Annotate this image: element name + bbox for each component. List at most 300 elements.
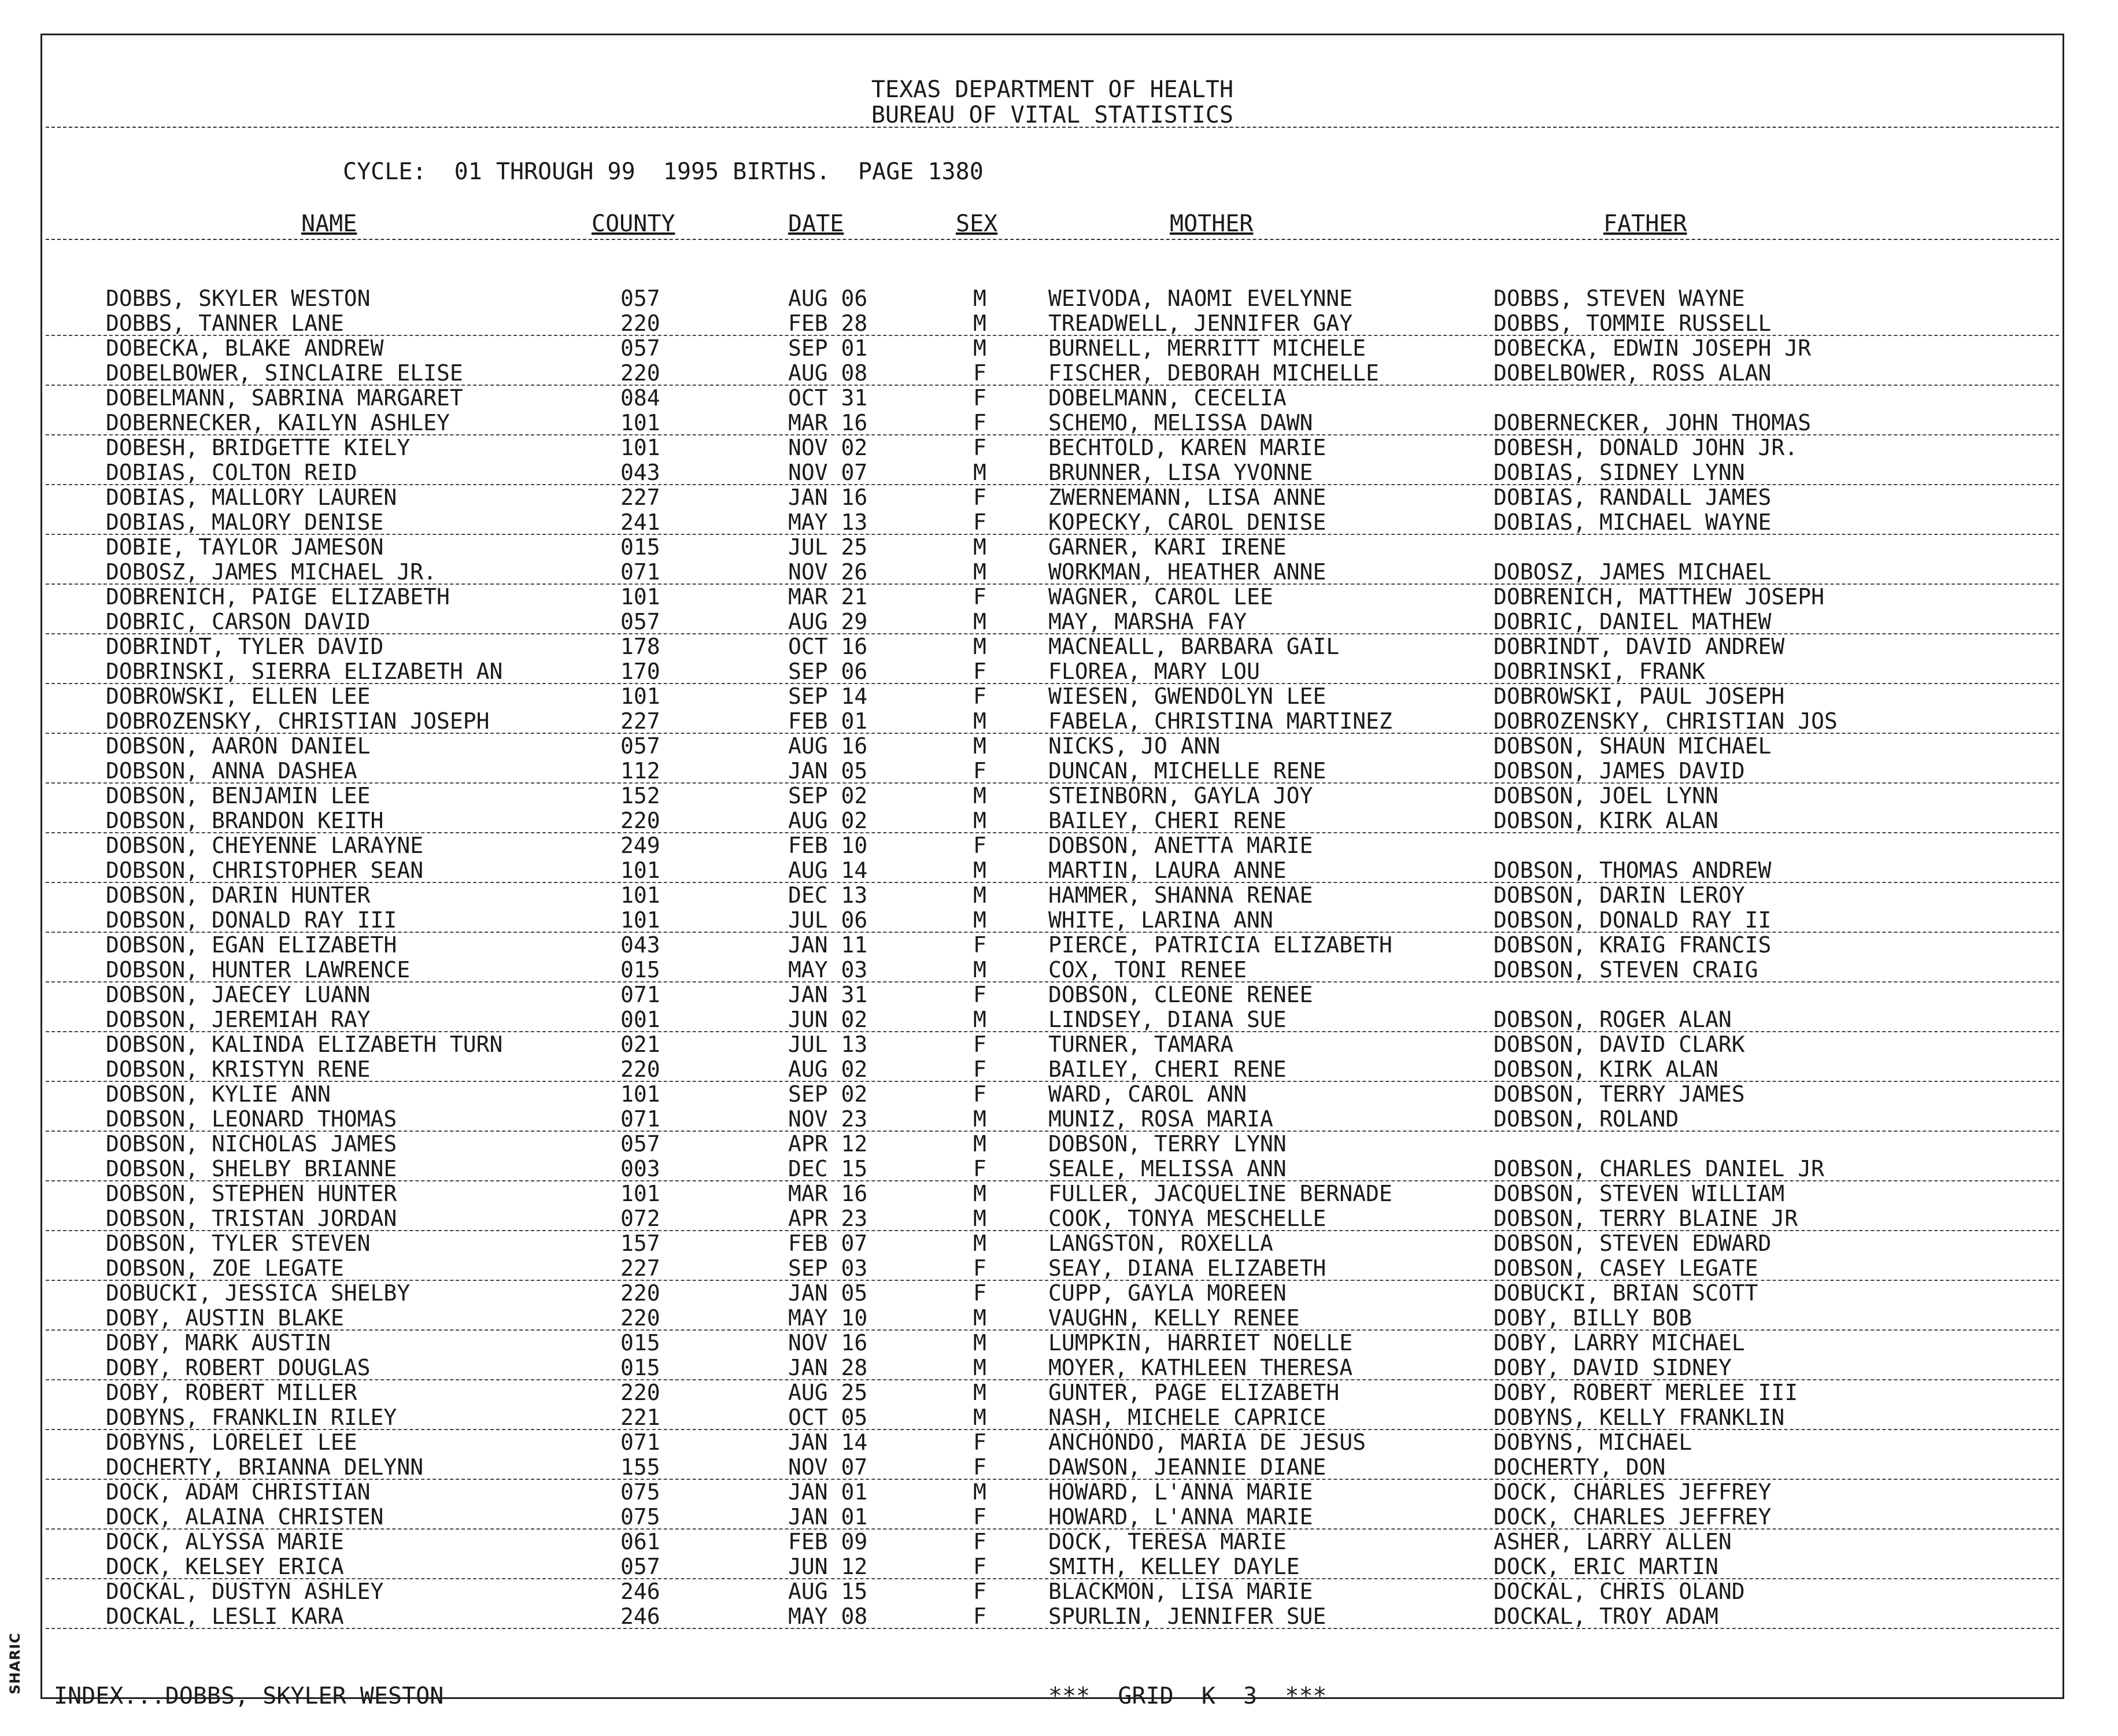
cell-name: DOBYNS, LORELEI LEE (106, 1430, 357, 1455)
table-row (42, 411, 2062, 435)
cell-county: 112 (620, 758, 660, 784)
cell-name: DOBROZENSKY, CHRISTIAN JOSEPH (106, 708, 490, 734)
cell-name: DOBSON, TRISTAN JORDAN (106, 1206, 397, 1231)
table-row (42, 286, 2062, 311)
cell-mother: DOBSON, TERRY LYNN (1048, 1131, 1287, 1157)
cell-mother: WAGNER, CAROL LEE (1048, 584, 1273, 610)
cell-sex: M (973, 634, 986, 659)
cell-name: DOBSON, DARIN HUNTER (106, 882, 371, 908)
table-row (42, 1157, 2062, 1181)
cell-sex: M (973, 1206, 986, 1231)
table-row (42, 933, 2062, 958)
cell-county: 246 (620, 1604, 660, 1629)
table-row (42, 1256, 2062, 1281)
cell-date: NOV 07 (788, 460, 868, 485)
cell-county: 227 (620, 708, 660, 734)
cell-father: DOBRINSKI, FRANK (1494, 659, 1706, 684)
cell-county: 043 (620, 460, 660, 485)
cell-name: DOBYNS, FRANKLIN RILEY (106, 1405, 397, 1430)
cell-mother: SEALE, MELISSA ANN (1048, 1156, 1287, 1181)
cell-mother: DOBSON, ANETTA MARIE (1048, 833, 1313, 858)
cell-county: 057 (620, 335, 660, 361)
cell-sex: M (973, 1106, 986, 1132)
table-row (42, 808, 2062, 833)
table-row (42, 1082, 2062, 1107)
cell-sex: M (973, 609, 986, 634)
cell-father: DOBSON, DAVID CLARK (1494, 1032, 1745, 1057)
cell-sex: M (973, 559, 986, 585)
cell-father: ASHER, LARRY ALLEN (1494, 1529, 1732, 1554)
cell-name: DOBRINSKI, SIERRA ELIZABETH AN (106, 659, 503, 684)
cell-county: 221 (620, 1405, 660, 1430)
cell-father: DOBSON, DARIN LEROY (1494, 882, 1745, 908)
cell-sex: F (973, 385, 986, 411)
column-header-name: NAME (301, 210, 357, 237)
column-header-county: COUNTY (592, 210, 675, 237)
cell-sex: F (973, 1604, 986, 1629)
cell-date: APR 12 (788, 1131, 868, 1157)
cell-sex: M (973, 733, 986, 759)
cell-county: 178 (620, 634, 660, 659)
table-row (42, 883, 2062, 908)
cell-father: DOBSON, THOMAS ANDREW (1494, 858, 1772, 883)
cell-sex: M (973, 1330, 986, 1355)
cell-county: 057 (620, 1131, 660, 1157)
cell-name: DOCKAL, LESLI KARA (106, 1604, 344, 1629)
cell-father: DOBY, DAVID SIDNEY (1494, 1355, 1732, 1380)
bureau-title: BUREAU OF VITAL STATISTICS (871, 102, 1234, 128)
cell-father: DOBY, BILLY BOB (1494, 1305, 1692, 1331)
cell-name: DOCKAL, DUSTYN ASHLEY (106, 1579, 384, 1604)
table-row (42, 684, 2062, 709)
cell-date: OCT 31 (788, 385, 868, 411)
cell-sex: F (973, 1579, 986, 1604)
cell-father: DOBSON, CASEY LEGATE (1494, 1255, 1758, 1281)
cell-father: DOBERNECKER, JOHN THOMAS (1494, 410, 1812, 435)
cell-father: DOBSON, JAMES DAVID (1494, 758, 1745, 784)
cell-date: SEP 06 (788, 659, 868, 684)
cell-date: AUG 29 (788, 609, 868, 634)
cell-sex: F (973, 684, 986, 709)
cell-sex: M (973, 1007, 986, 1032)
cell-county: 057 (620, 609, 660, 634)
cell-name: DOBSON, NICHOLAS JAMES (106, 1131, 397, 1157)
cell-county: 220 (620, 360, 660, 386)
cell-date: DEC 15 (788, 1156, 868, 1181)
cell-sex: M (973, 808, 986, 833)
table-row (42, 610, 2062, 634)
cell-father: DOBOSZ, JAMES MICHAEL (1494, 559, 1772, 585)
cell-mother: MOYER, KATHLEEN THERESA (1048, 1355, 1353, 1380)
cell-date: FEB 28 (788, 311, 868, 336)
cell-county: 101 (620, 1081, 660, 1107)
cell-sex: F (973, 758, 986, 784)
table-row (42, 485, 2062, 510)
cell-date: JAN 16 (788, 485, 868, 510)
cell-date: SEP 01 (788, 335, 868, 361)
cell-sex: F (973, 1504, 986, 1530)
cell-county: 101 (620, 882, 660, 908)
cell-mother: NICKS, JO ANN (1048, 733, 1221, 759)
table-row (42, 1530, 2062, 1554)
cell-mother: BECHTOLD, KAREN MARIE (1048, 435, 1326, 460)
table-row (42, 659, 2062, 684)
table-row (42, 1380, 2062, 1405)
cell-name: DOCK, ALYSSA MARIE (106, 1529, 344, 1554)
cell-mother: FABELA, CHRISTINA MARTINEZ (1048, 708, 1392, 734)
cell-father: DOCK, ERIC MARTIN (1494, 1554, 1718, 1579)
footer-grid: *** GRID K 3 *** (1048, 1683, 1327, 1709)
cell-father: DOBROZENSKY, CHRISTIAN JOS (1494, 708, 1838, 734)
cell-county: 220 (620, 1057, 660, 1082)
cell-father: DOBSON, KIRK ALAN (1494, 808, 1718, 833)
cell-father: DOCK, CHARLES JEFFREY (1494, 1479, 1772, 1505)
cell-county: 075 (620, 1504, 660, 1530)
cell-father: DOBELBOWER, ROSS ALAN (1494, 360, 1772, 386)
cell-mother: MUNIZ, ROSA MARIA (1048, 1106, 1273, 1132)
cell-mother: BAILEY, CHERI RENE (1048, 808, 1287, 833)
cell-mother: COX, TONI RENEE (1048, 957, 1247, 982)
cell-county: 101 (620, 435, 660, 460)
cell-sex: F (973, 435, 986, 460)
cell-mother: SCHEMO, MELISSA DAWN (1048, 410, 1313, 435)
cell-date: MAY 13 (788, 509, 868, 535)
table-row (42, 1505, 2062, 1530)
cell-county: 152 (620, 783, 660, 808)
cell-name: DOBY, MARK AUSTIN (106, 1330, 331, 1355)
cell-date: JUL 13 (788, 1032, 868, 1057)
table-row (42, 1579, 2062, 1604)
cell-date: DEC 13 (788, 882, 868, 908)
cell-father: DOBROWSKI, PAUL JOSEPH (1494, 684, 1785, 709)
table-row (42, 1231, 2062, 1256)
cell-sex: F (973, 932, 986, 958)
cell-sex: M (973, 1305, 986, 1331)
cell-sex: M (973, 907, 986, 933)
cell-name: DOBROWSKI, ELLEN LEE (106, 684, 371, 709)
cell-sex: F (973, 1280, 986, 1306)
cell-name: DOBIE, TAYLOR JAMESON (106, 534, 384, 560)
cell-mother: LUMPKIN, HARRIET NOELLE (1048, 1330, 1353, 1355)
cell-county: 084 (620, 385, 660, 411)
cell-county: 227 (620, 485, 660, 510)
cell-father: DOBSON, DONALD RAY II (1494, 907, 1772, 933)
cell-date: FEB 07 (788, 1231, 868, 1256)
cell-county: 220 (620, 808, 660, 833)
cell-county: 057 (620, 1554, 660, 1579)
cell-name: DOBY, AUSTIN BLAKE (106, 1305, 344, 1331)
cell-county: 057 (620, 733, 660, 759)
cell-name: DOCK, KELSEY ERICA (106, 1554, 344, 1579)
cell-date: AUG 08 (788, 360, 868, 386)
cell-father: DOBUCKI, BRIAN SCOTT (1494, 1280, 1758, 1306)
cell-father: DOCK, CHARLES JEFFREY (1494, 1504, 1772, 1530)
side-stamp: SHARIC (7, 1632, 23, 1694)
cell-mother: STEINBORN, GAYLA JOY (1048, 783, 1313, 808)
cell-sex: F (973, 410, 986, 435)
cell-father: DOBYNS, MICHAEL (1494, 1430, 1692, 1455)
cell-county: 072 (620, 1206, 660, 1231)
cell-county: 157 (620, 1231, 660, 1256)
cell-sex: F (973, 1032, 986, 1057)
cell-name: DOBSON, DONALD RAY III (106, 907, 397, 933)
cell-father: DOBSON, JOEL LYNN (1494, 783, 1718, 808)
cell-sex: F (973, 1255, 986, 1281)
cell-county: 043 (620, 932, 660, 958)
cell-father: DOCKAL, CHRIS OLAND (1494, 1579, 1745, 1604)
cell-father: DOBRIC, DANIEL MATHEW (1494, 609, 1772, 634)
cell-mother: TREADWELL, JENNIFER GAY (1048, 311, 1353, 336)
table-row (42, 709, 2062, 734)
cell-name: DOBSON, JEREMIAH RAY (106, 1007, 371, 1032)
cell-father: DOBRINDT, DAVID ANDREW (1494, 634, 1785, 659)
cell-mother: LINDSEY, DIANA SUE (1048, 1007, 1287, 1032)
cell-county: 241 (620, 509, 660, 535)
cell-name: DOBSON, SHELBY BRIANNE (106, 1156, 397, 1181)
cell-mother: DOBELMANN, CECELIA (1048, 385, 1287, 411)
cell-date: JUL 25 (788, 534, 868, 560)
cell-mother: COOK, TONYA MESCHELLE (1048, 1206, 1326, 1231)
cell-name: DOBERNECKER, KAILYN ASHLEY (106, 410, 450, 435)
table-row (42, 535, 2062, 560)
cell-mother: GARNER, KARI IRENE (1048, 534, 1287, 560)
cell-sex: F (973, 1529, 986, 1554)
cell-date: NOV 07 (788, 1454, 868, 1480)
cell-county: 001 (620, 1007, 660, 1032)
cell-mother: BRUNNER, LISA YVONNE (1048, 460, 1313, 485)
cell-date: JAN 14 (788, 1430, 868, 1455)
cell-mother: WHITE, LARINA ANN (1048, 907, 1273, 933)
column-header-sex: SEX (956, 210, 998, 237)
table-row (42, 1181, 2062, 1206)
cell-county: 220 (620, 311, 660, 336)
table-row (42, 336, 2062, 361)
cell-county: 170 (620, 659, 660, 684)
cell-date: OCT 05 (788, 1405, 868, 1430)
cell-father: DOBSON, SHAUN MICHAEL (1494, 733, 1772, 759)
cell-father: DOBBS, TOMMIE RUSSELL (1494, 311, 1772, 336)
cell-sex: F (973, 584, 986, 610)
table-row (42, 634, 2062, 659)
cell-date: AUG 14 (788, 858, 868, 883)
cell-sex: F (973, 1454, 986, 1480)
cell-county: 071 (620, 559, 660, 585)
cell-father: DOBSON, ROLAND (1494, 1106, 1679, 1132)
cell-name: DOBSON, KYLIE ANN (106, 1081, 331, 1107)
cell-date: FEB 10 (788, 833, 868, 858)
cell-mother: NASH, MICHELE CAPRICE (1048, 1405, 1326, 1430)
cell-father: DOBSON, TERRY BLAINE JR (1494, 1206, 1798, 1231)
cell-father: DOBBS, STEVEN WAYNE (1494, 286, 1745, 311)
cell-father: DOBSON, KIRK ALAN (1494, 1057, 1718, 1082)
cell-sex: F (973, 509, 986, 535)
cell-county: 246 (620, 1579, 660, 1604)
table-row (42, 759, 2062, 784)
table-row (42, 833, 2062, 858)
cell-date: MAR 21 (788, 584, 868, 610)
cell-sex: F (973, 1081, 986, 1107)
cell-sex: M (973, 534, 986, 560)
cell-father: DOBIAS, RANDALL JAMES (1494, 485, 1772, 510)
cell-sex: M (973, 1405, 986, 1430)
cell-date: JAN 01 (788, 1504, 868, 1530)
cell-date: APR 23 (788, 1206, 868, 1231)
cell-county: 101 (620, 907, 660, 933)
table-row (42, 1057, 2062, 1082)
cell-mother: MACNEALL, BARBARA GAIL (1048, 634, 1340, 659)
cell-county: 220 (620, 1305, 660, 1331)
cell-date: MAR 16 (788, 410, 868, 435)
cell-date: AUG 15 (788, 1579, 868, 1604)
cell-sex: F (973, 982, 986, 1007)
cell-date: SEP 03 (788, 1255, 868, 1281)
cell-father: DOBECKA, EDWIN JOSEPH JR (1494, 335, 1812, 361)
cell-father: DOBIAS, SIDNEY LYNN (1494, 460, 1745, 485)
cycle-line: CYCLE: 01 THROUGH 99 1995 BIRTHS. PAGE 1380 (343, 158, 984, 185)
table-row (42, 1455, 2062, 1480)
cell-name: DOBSON, AARON DANIEL (106, 733, 371, 759)
cell-date: MAY 10 (788, 1305, 868, 1331)
table-row (42, 1331, 2062, 1355)
cell-mother: BAILEY, CHERI RENE (1048, 1057, 1287, 1082)
cell-date: AUG 16 (788, 733, 868, 759)
cell-sex: M (973, 286, 986, 311)
cell-sex: M (973, 1131, 986, 1157)
cell-county: 155 (620, 1454, 660, 1480)
cell-sex: F (973, 360, 986, 386)
cell-name: DOBSON, KRISTYN RENE (106, 1057, 371, 1082)
cell-name: DOBY, ROBERT DOUGLAS (106, 1355, 371, 1380)
cell-father: DOCKAL, TROY ADAM (1494, 1604, 1718, 1629)
cell-sex: F (973, 485, 986, 510)
cell-mother: HAMMER, SHANNA RENAE (1048, 882, 1313, 908)
table-row (42, 435, 2062, 460)
cell-date: SEP 14 (788, 684, 868, 709)
cell-sex: M (973, 311, 986, 336)
table-row (42, 1604, 2062, 1629)
cell-father: DOBSON, STEVEN EDWARD (1494, 1231, 1772, 1256)
cell-father: DOBESH, DONALD JOHN JR. (1494, 435, 1798, 460)
cell-name: DOBELMANN, SABRINA MARGARET (106, 385, 463, 411)
cell-date: MAY 08 (788, 1604, 868, 1629)
cell-mother: HOWARD, L'ANNA MARIE (1048, 1479, 1313, 1505)
table-row (42, 1281, 2062, 1306)
cell-county: 015 (620, 534, 660, 560)
cell-mother: VAUGHN, KELLY RENEE (1048, 1305, 1300, 1331)
cell-date: JUN 12 (788, 1554, 868, 1579)
cell-sex: M (973, 1380, 986, 1405)
cell-father: DOBSON, CHARLES DANIEL JR (1494, 1156, 1824, 1181)
cell-date: NOV 23 (788, 1106, 868, 1132)
cell-name: DOBESH, BRIDGETTE KIELY (106, 435, 411, 460)
cell-name: DOBSON, ZOE LEGATE (106, 1255, 344, 1281)
cell-county: 075 (620, 1479, 660, 1505)
cell-mother: KOPECKY, CAROL DENISE (1048, 509, 1326, 535)
cell-mother: WEIVODA, NAOMI EVELYNNE (1048, 286, 1353, 311)
table-row (42, 1107, 2062, 1132)
cell-mother: GUNTER, PAGE ELIZABETH (1048, 1380, 1340, 1405)
column-header-mother: MOTHER (1170, 210, 1254, 237)
cell-name: DOBOSZ, JAMES MICHAEL JR. (106, 559, 437, 585)
cell-sex: M (973, 1479, 986, 1505)
cell-county: 071 (620, 982, 660, 1007)
table-row (42, 386, 2062, 411)
cell-date: JAN 11 (788, 932, 868, 958)
cell-date: JAN 31 (788, 982, 868, 1007)
cell-father: DOCHERTY, DON (1494, 1454, 1666, 1480)
cell-name: DOBECKA, BLAKE ANDREW (106, 335, 384, 361)
cell-sex: M (973, 1231, 986, 1256)
cell-county: 249 (620, 833, 660, 858)
cell-date: NOV 26 (788, 559, 868, 585)
cell-mother: MAY, MARSHA FAY (1048, 609, 1247, 634)
cell-sex: F (973, 1554, 986, 1579)
column-header-date: DATE (788, 210, 844, 237)
cell-date: MAR 16 (788, 1181, 868, 1206)
cell-county: 101 (620, 584, 660, 610)
cell-mother: DUNCAN, MICHELLE RENE (1048, 758, 1326, 784)
cell-mother: MARTIN, LAURA ANNE (1048, 858, 1287, 883)
cell-county: 015 (620, 1330, 660, 1355)
header-divider (46, 127, 2059, 128)
cell-date: NOV 16 (788, 1330, 868, 1355)
cell-mother: SPURLIN, JENNIFER SUE (1048, 1604, 1326, 1629)
cell-county: 220 (620, 1280, 660, 1306)
cell-sex: M (973, 1181, 986, 1206)
cell-name: DOBSON, CHEYENNE LARAYNE (106, 833, 424, 858)
table-row (42, 908, 2062, 933)
table-row (42, 311, 2062, 336)
cell-county: 057 (620, 286, 660, 311)
cell-sex: M (973, 1355, 986, 1380)
cell-sex: M (973, 460, 986, 485)
table-row (42, 1306, 2062, 1331)
cell-mother: TURNER, TAMARA (1048, 1032, 1234, 1057)
cell-date: FEB 01 (788, 708, 868, 734)
cell-mother: FISCHER, DEBORAH MICHELLE (1048, 360, 1379, 386)
cell-county: 101 (620, 410, 660, 435)
column-header-father: FATHER (1603, 210, 1687, 237)
cell-sex: M (973, 708, 986, 734)
cell-name: DOBBS, TANNER LANE (106, 311, 344, 336)
cell-name: DOBRINDT, TYLER DAVID (106, 634, 384, 659)
table-row (42, 1032, 2062, 1057)
cell-date: JAN 01 (788, 1479, 868, 1505)
cell-father: DOBY, LARRY MICHAEL (1494, 1330, 1745, 1355)
cell-father: DOBY, ROBERT MERLEE III (1494, 1380, 1798, 1405)
cell-county: 071 (620, 1430, 660, 1455)
cell-mother: DOCK, TERESA MARIE (1048, 1529, 1287, 1554)
cell-county: 021 (620, 1032, 660, 1057)
cell-date: FEB 09 (788, 1529, 868, 1554)
cell-name: DOBSON, EGAN ELIZABETH (106, 932, 397, 958)
cell-date: AUG 06 (788, 286, 868, 311)
cell-name: DOBY, ROBERT MILLER (106, 1380, 357, 1405)
cell-date: JUL 06 (788, 907, 868, 933)
cell-name: DOBIAS, MALORY DENISE (106, 509, 384, 535)
cell-name: DOCK, ADAM CHRISTIAN (106, 1479, 371, 1505)
cell-county: 003 (620, 1156, 660, 1181)
cell-county: 101 (620, 1181, 660, 1206)
cell-mother: BURNELL, MERRITT MICHELE (1048, 335, 1366, 361)
table-row (42, 1480, 2062, 1505)
cell-name: DOBSON, CHRISTOPHER SEAN (106, 858, 424, 883)
cell-name: DOBSON, STEPHEN HUNTER (106, 1181, 397, 1206)
cell-county: 227 (620, 1255, 660, 1281)
index-sheet (40, 34, 2064, 1709)
cell-name: DOBRENICH, PAIGE ELIZABETH (106, 584, 450, 610)
cell-date: AUG 02 (788, 1057, 868, 1082)
